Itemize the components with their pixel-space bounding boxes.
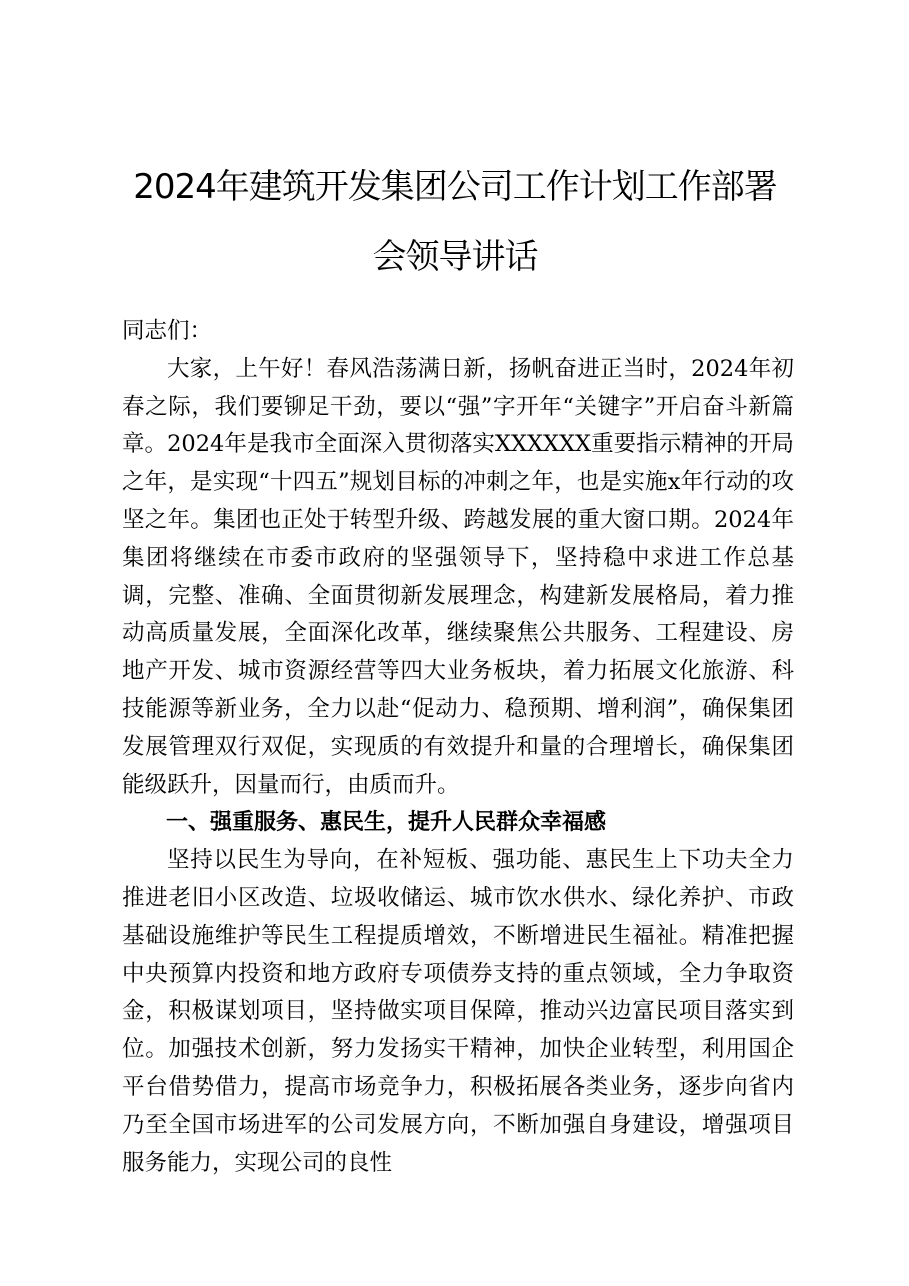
title-line-1: 2024年建筑开发集团公司工作计划工作部署: [133, 167, 777, 207]
salutation: 同志们：: [122, 318, 213, 344]
section-heading: 一、强重服务、惠民生，提升人民群众幸福感: [166, 810, 607, 836]
document-title: [110, 152, 800, 292]
section-paragraph: 坚持以民生为导向，在补短板、强功能、惠民生上下功夫全力推进老旧小区改造、垃圾收储运、城市饮水供水、绿化养护、市政基础设施维护等民生工程提质增效，不断增进民生福祉。精准把握中央预算内投资和地方政府专项债券支持的重点领域，全力争取资金，积极谋划项目，坚持做实项目保障，推动兴边富民项目落实到位。加强技术创新，努力发扬实干精神，加快企业转型，利用国企平台借势借力，提高市场竞争力，积极拓展各类业务，逐步向省内乃至全国市场进军的公司发展方向，不断加强自身建设，增强项目服务能力，实现公司的良性: [122, 847, 794, 1176]
title-line-2: 会领导讲话: [372, 237, 538, 277]
intro-paragraph: 大家，上午好！春风浩荡满日新，扬帆奋进正当时，2024年初春之际，我们要铆足干劲，要以“强”字开年“关键字”开启奋斗新篇章。2024年是我市全面深入贯彻落实XXXXXX重要指示精神的开局之年，是实现“十四五”规划目标的冲刺之年，也是实施x年行动的攻坚之年。集团也正处于转型升级、跨越发展的重大窗口期。2024年集团将继续在市委市政府的坚强领导下，坚持稳中求进工作总基调，完整、准确、全面贯彻新发展理念，构建新发展格局，着力推动高质量发展，全面深化改革，继续聚焦公共服务、工程建设、房地产开发、城市资源经营等四大业务板块，着力拓展文化旅游、科技能源等新业务，全力以赴“促动力、稳预期、增利润”，确保集团发展管理双行双促，实现质的有效提升和量的合理增长，确保集团能级跃升，因量而行，由质而升。: [122, 355, 794, 798]
document-body: [122, 313, 794, 1182]
